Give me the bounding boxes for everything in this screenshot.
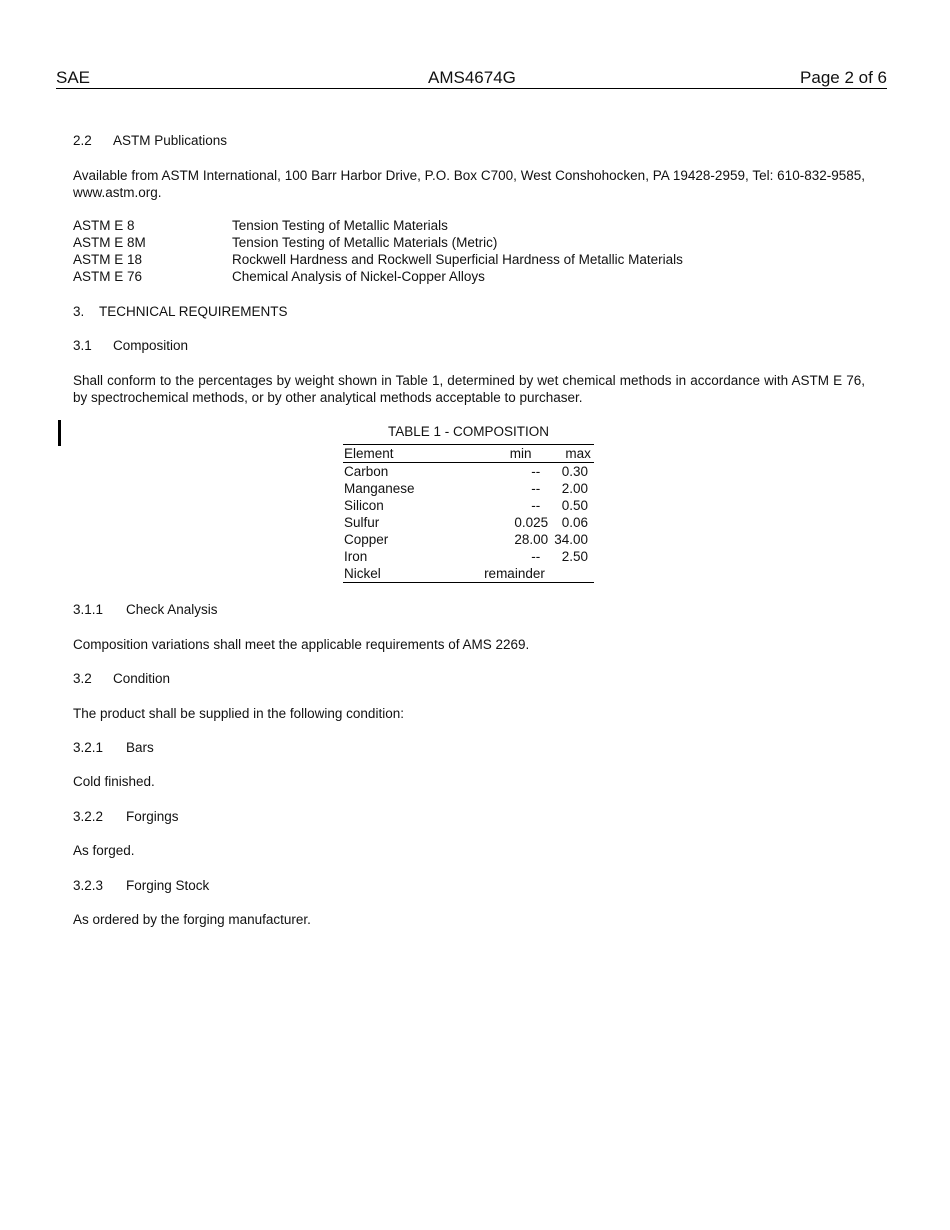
reference-code: ASTM E 76 xyxy=(73,269,143,284)
reference-code: ASTM E 8M xyxy=(73,235,146,250)
cell-element: Carbon xyxy=(344,464,389,479)
section-2-2-text: Available from ASTM International, 100 Barr Harbor Drive, P.O. Box C700, West Conshohocken, PA 19428-2959, Tel: 610-832-9585, www.astm.org. xyxy=(73,168,865,200)
table-row xyxy=(343,497,594,514)
reference-item xyxy=(73,217,683,234)
section-title: Bars xyxy=(126,740,154,755)
cell-element: Copper xyxy=(344,532,389,547)
cell-element: Silicon xyxy=(344,498,384,513)
section-number: 3.2.3 xyxy=(73,878,104,893)
cell-min: -- xyxy=(531,498,541,513)
revision-change-bar xyxy=(58,420,61,446)
cell-element: Manganese xyxy=(344,481,415,496)
table-row xyxy=(343,548,594,565)
reference-title: Chemical Analysis of Nickel-Copper Alloys xyxy=(232,269,485,284)
cell-element: Iron xyxy=(344,549,368,564)
reference-code: ASTM E 8 xyxy=(73,218,135,233)
section-title: ASTM Publications xyxy=(113,133,228,148)
section-3-2-1-text: Cold finished. xyxy=(73,774,155,789)
cell-max: 0.30 xyxy=(561,464,588,479)
section-title: Composition xyxy=(113,338,189,353)
cell-max: 0.06 xyxy=(561,515,588,530)
cell-min: -- xyxy=(531,464,541,479)
cell-element: Sulfur xyxy=(344,515,380,530)
section-3-1-1-heading xyxy=(73,601,218,618)
reference-item xyxy=(73,251,683,268)
cell-remainder: remainder xyxy=(484,566,545,581)
reference-title: Tension Testing of Metallic Materials xyxy=(232,218,448,233)
table-row xyxy=(343,531,594,548)
cell-min: 28.00 xyxy=(514,532,549,547)
section-number: 3.2.1 xyxy=(73,740,104,755)
reference-code: ASTM E 18 xyxy=(73,252,143,267)
section-3-2-2-heading xyxy=(73,808,179,825)
col-header-max: max xyxy=(565,446,591,461)
col-header-min: min xyxy=(509,446,532,461)
section-number: 3. xyxy=(73,304,85,319)
reference-item xyxy=(73,234,683,251)
section-title: TECHNICAL REQUIREMENTS xyxy=(99,304,288,319)
section-title: Check Analysis xyxy=(126,602,218,617)
table-row xyxy=(343,463,594,481)
table-row xyxy=(343,514,594,531)
section-3-2-1-heading xyxy=(73,739,154,756)
page-header xyxy=(56,68,887,89)
composition-table xyxy=(343,444,594,583)
table-row xyxy=(343,480,594,497)
section-number: 3.2 xyxy=(73,671,92,686)
section-3-1-heading xyxy=(73,337,188,354)
section-2-2-heading xyxy=(73,132,227,149)
cell-element: Nickel xyxy=(344,566,381,581)
section-3-heading xyxy=(73,303,288,320)
section-number: 3.1.1 xyxy=(73,602,104,617)
reference-title: Tension Testing of Metallic Materials (Metric) xyxy=(232,235,498,250)
reference-title: Rockwell Hardness and Rockwell Superficial Hardness of Metallic Materials xyxy=(232,252,683,267)
cell-max: 0.50 xyxy=(561,498,588,513)
section-number: 3.2.2 xyxy=(73,809,104,824)
col-header-element: Element xyxy=(344,446,394,461)
cell-min: 0.025 xyxy=(514,515,549,530)
table-header-row xyxy=(343,445,594,463)
header-org: SAE xyxy=(56,68,91,87)
reference-item xyxy=(73,268,683,285)
reference-list xyxy=(73,217,683,285)
section-number: 2.2 xyxy=(73,133,92,148)
section-title: Condition xyxy=(113,671,171,686)
header-page-number: Page 2 of 6 xyxy=(800,68,887,87)
section-3-2-text: The product shall be supplied in the following condition: xyxy=(73,706,404,721)
cell-min: -- xyxy=(531,481,541,496)
section-3-1-text: Shall conform to the percentages by weight shown in Table 1, determined by wet chemical methods in accordance with ASTM E 76, by spectrochemical methods, or by other analytical methods acceptable to purchaser. xyxy=(73,373,865,405)
section-3-2-heading xyxy=(73,670,170,687)
table-row xyxy=(343,565,594,583)
section-3-2-3-heading xyxy=(73,877,209,894)
cell-min: -- xyxy=(531,549,541,564)
section-3-2-2-text: As forged. xyxy=(73,843,135,858)
section-3-1-1-text: Composition variations shall meet the applicable requirements of AMS 2269. xyxy=(73,637,530,652)
cell-max: 2.50 xyxy=(561,549,588,564)
section-title: Forgings xyxy=(126,809,179,824)
cell-max: 2.00 xyxy=(561,481,588,496)
section-title: Forging Stock xyxy=(126,878,210,893)
section-number: 3.1 xyxy=(73,338,92,353)
header-doc-number: AMS4674G xyxy=(428,68,516,87)
cell-max: 34.00 xyxy=(554,532,588,547)
section-3-2-3-text: As ordered by the forging manufacturer. xyxy=(73,912,311,927)
table-title: TABLE 1 - COMPOSITION xyxy=(387,424,550,439)
